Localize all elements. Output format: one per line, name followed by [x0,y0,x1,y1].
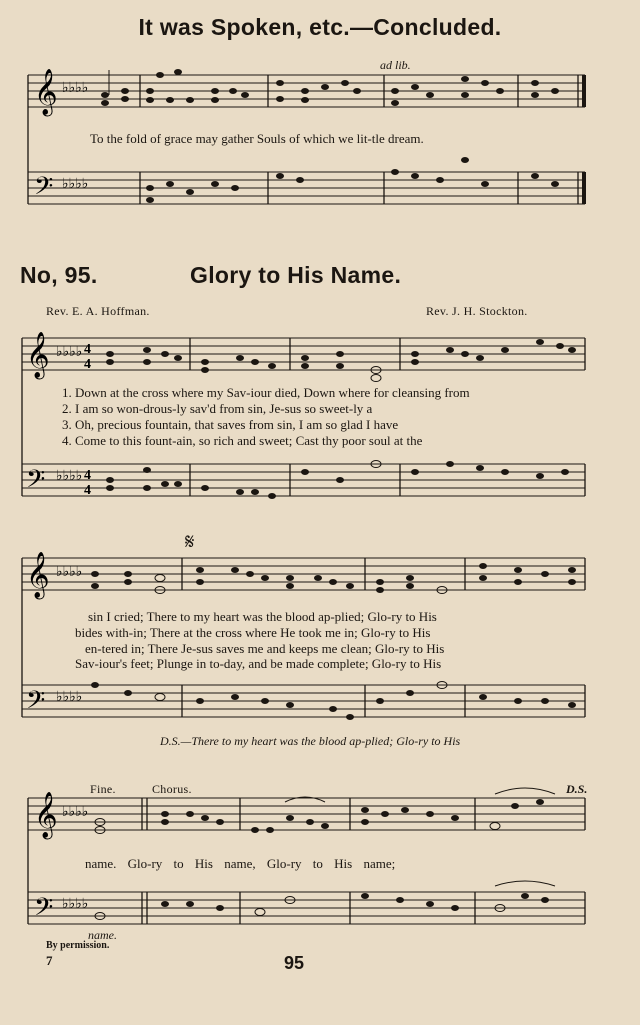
verse-4-line: Sav-iour's feet; Plunge in to-day, and be made complete; Glo-ry to His [75,656,442,671]
hymn-number: No, 95. [20,262,98,288]
signature-mark: 7 [46,953,53,968]
treble-clef-icon: 𝄞 [26,552,50,598]
hymn-title: Glory to His Name. [190,262,402,288]
key-signature-treble-icon: ♭♭♭♭ [56,564,83,580]
time-signature-bass: 4 [84,468,91,483]
chorus-mark: Chorus. [152,782,192,796]
verse-1-line: sin I cried; There to my heart was the blood ap-plied; Glo-ry to His [88,609,437,624]
bass-final-word: name. [88,928,117,942]
chorus-lyric-line: name. Glo-ry to His name, Glo-ry to His name; [85,856,396,871]
verse-4-line: 4. Come to this fount-ain, so rich and sweet; Cast thy poor soul at the [62,433,423,448]
verse-2-line: bides with-in; There at the cross where He took me in; Glo-ry to His [75,625,431,640]
segno-icon: 𝄋 [185,530,195,555]
key-signature-bass-icon: ♭♭♭♭ [62,896,89,912]
key-signature-bass-icon: ♭♭♭♭ [62,176,89,192]
bass-clef-icon: 𝄢 [34,172,54,207]
treble-clef-icon: 𝄞 [34,792,58,838]
bass-clef-icon: 𝄢 [34,893,54,928]
key-signature-treble-icon: ♭♭♭♭ [62,804,89,820]
time-signature-treble: 4 [84,342,91,357]
author-credit: Rev. E. A. Hoffman. [46,304,150,318]
bass-clef-icon: 𝄢 [26,465,46,500]
verse-3-line: 3. Oh, precious fountain, that saves from sin, I am so glad I have [62,417,399,432]
key-signature-treble-icon: ♭♭♭♭ [62,80,89,96]
lyric-line: To the fold of grace may gather Souls of which we lit-tle dream. [90,131,424,146]
treble-clef-icon: 𝄞 [34,69,58,115]
ds-mark: D.S. [566,782,588,796]
svg-text:4: 4 [84,483,91,498]
verse-2-line: 2. I am so won-drous-ly sav'd from sin, Je-sus so sweet-ly a [62,401,373,416]
key-signature-bass-icon: ♭♭♭♭ [56,689,83,705]
verse-1-line: 1. Down at the cross where my Sav-iour died, Down where for cleansing from [62,385,470,400]
page-title: It was Spoken, etc.—Concluded. [138,14,502,40]
verse-3-line: en-tered in; There Je-sus saves me and keeps me clean; Glo-ry to His [85,641,445,656]
tempo-mark: ad lib. [380,58,411,72]
ds-instruction: D.S.—There to my heart was the blood ap-plied; Glo-ry to His [160,734,461,748]
fine-mark: Fine. [90,782,116,796]
treble-clef-icon: 𝄞 [26,332,50,378]
key-signature-treble-icon: ♭♭♭♭ [56,344,83,360]
permission-note: By permission. [46,940,110,951]
composer-credit: Rev. J. H. Stockton. [426,304,528,318]
key-signature-bass-icon: ♭♭♭♭ [56,468,83,484]
bass-clef-icon: 𝄢 [26,686,46,721]
svg-text:4: 4 [84,357,91,372]
page-number: 95 [284,953,305,973]
